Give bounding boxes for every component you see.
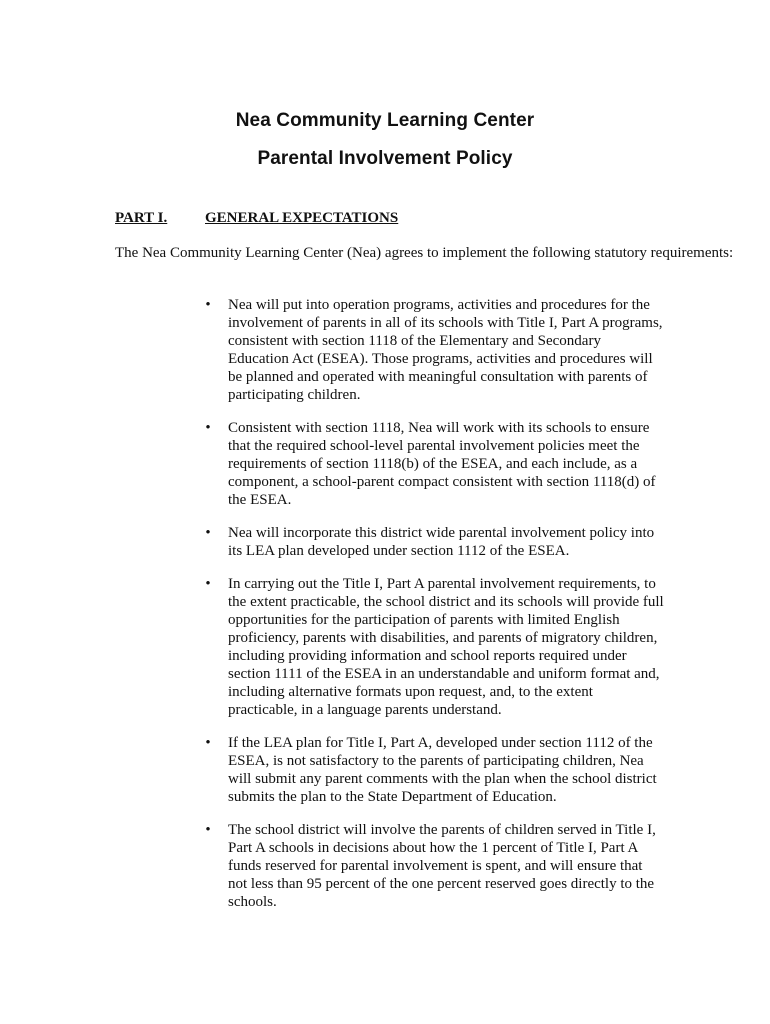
bullet-icon: • xyxy=(205,735,211,751)
list-item xyxy=(203,575,665,719)
bullet-icon: • xyxy=(205,420,211,436)
list-item-text: The school district will involve the parents of children served in Title I, Part A schools in decisions about how the 1 percent of Title I, Part A funds reserved for parental involvement is spent, and will ensure that not less than 95 percent of the one percent reserved goes directly to the schools. xyxy=(228,822,656,910)
bullet-icon: • xyxy=(205,525,211,541)
bullet-icon: • xyxy=(205,576,211,592)
list-item xyxy=(203,524,665,560)
requirements-list xyxy=(203,296,665,926)
list-item-text: Nea will incorporate this district wide parental involvement policy into its LEA plan developed under section 1112 of the ESEA. xyxy=(228,525,655,559)
list-item-text: If the LEA plan for Title I, Part A, developed under section 1112 of the ESEA, is not satisfactory to the parents of participating children, Nea will submit any parent comments with the plan when the school district submits the plan to the State Department of Education. xyxy=(228,735,657,805)
list-item xyxy=(203,734,665,806)
bullet-icon: • xyxy=(205,822,211,838)
bullet-icon: • xyxy=(205,297,211,313)
document-title: Nea Community Learning Center xyxy=(235,110,535,131)
list-item-text: In carrying out the Title I, Part A parental involvement requirements, to the extent practicable, the school district and its schools will provide full opportunities for the participation of parents with limited English proficiency, parents with disabilities, and parents of migratory children, including providing information and school reports required under section 1111 of the ESEA in an understandable and uniform format and, including alternative formats upon request, and, to the extent practicable, in a language parents understand. xyxy=(228,576,664,718)
intro-paragraph: The Nea Community Learning Center (Nea) agrees to implement the following statutory requirements: xyxy=(115,245,734,261)
part-heading: GENERAL EXPECTATIONS xyxy=(205,210,399,226)
list-item xyxy=(203,296,665,404)
list-item xyxy=(203,419,665,509)
part-label: PART I. xyxy=(115,210,168,226)
list-item-text: Nea will put into operation programs, activities and procedures for the involvement of parents in all of its schools with Title I, Part A programs, consistent with section 1118 of the Elementary and Secondary Education Act (ESEA). Those programs, activities and procedures will be planned and operated with meaningful consultation with parents of participating children. xyxy=(228,297,663,403)
list-item xyxy=(203,821,665,911)
document-subtitle: Parental Involvement Policy xyxy=(257,148,513,169)
list-item-text: Consistent with section 1118, Nea will work with its schools to ensure that the required school-level parental involvement policies meet the requirements of section 1118(b) of the ESEA, and each include, as a component, a school-parent compact consistent with section 1118(d) of the ESEA. xyxy=(228,420,656,508)
